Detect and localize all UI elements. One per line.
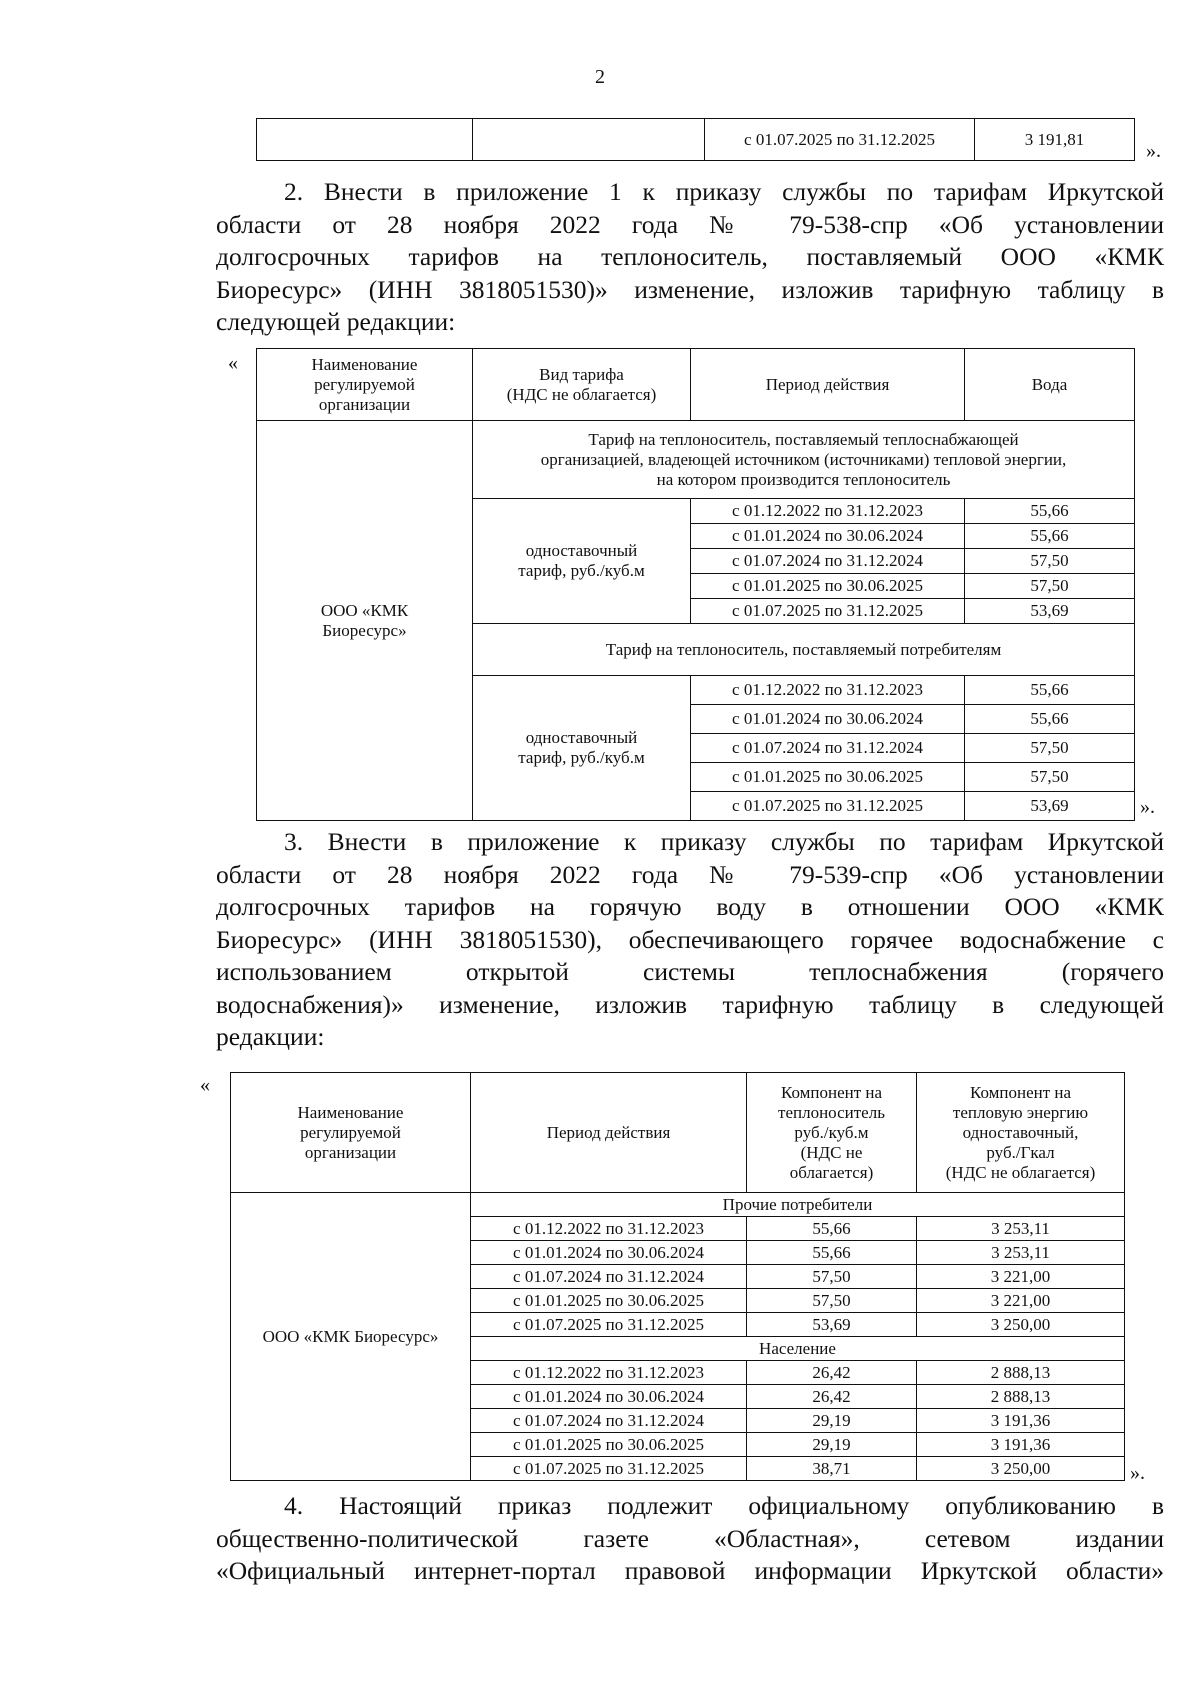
carrier-cell: 53,69 <box>747 1313 917 1337</box>
header-org: Наименование регулируемой организации <box>257 349 473 421</box>
paragraph-3 <box>216 826 1164 1054</box>
org-name-cell: ООО «КМК Биоресурс» <box>231 1193 471 1481</box>
energy-cell: 3 250,00 <box>917 1457 1125 1481</box>
group-heading: Население <box>471 1337 1125 1361</box>
period-cell: с 01.01.2025 по 30.06.2025 <box>471 1289 747 1313</box>
header-period: Период действия <box>471 1073 747 1193</box>
period-cell: с 01.07.2024 по 31.12.2024 <box>691 549 965 574</box>
value-cell: 55,66 <box>965 499 1135 524</box>
energy-cell: 3 221,00 <box>917 1265 1125 1289</box>
value-cell: 57,50 <box>965 734 1135 763</box>
paragraph-line: использованием открытой системы теплоснабжения (горячего <box>216 957 1164 986</box>
energy-cell: 2 888,13 <box>917 1385 1125 1409</box>
heat-carrier-tariff-table <box>256 348 1135 821</box>
carrier-cell: 57,50 <box>747 1265 917 1289</box>
value-cell: 57,50 <box>965 574 1135 599</box>
period-cell: с 01.01.2025 по 30.06.2025 <box>691 574 965 599</box>
paragraph-line: редакции: <box>216 1022 325 1051</box>
period-cell: с 01.12.2022 по 31.12.2023 <box>691 499 965 524</box>
paragraph-2 <box>216 176 1164 339</box>
page-number: 2 <box>595 66 605 88</box>
value-cell: 55,66 <box>965 524 1135 549</box>
carrier-cell: 26,42 <box>747 1361 917 1385</box>
carrier-cell: 57,50 <box>747 1289 917 1313</box>
energy-cell: 3 250,00 <box>917 1313 1125 1337</box>
header-heat-carrier: Компонент на теплоноситель руб./куб.м (НДС не облагается) <box>747 1073 917 1193</box>
period-cell: с 01.07.2025 по 31.12.2025 <box>691 792 965 821</box>
period-cell: с 01.01.2025 по 30.06.2025 <box>691 763 965 792</box>
carrier-cell: 26,42 <box>747 1385 917 1409</box>
energy-cell: 3 191,36 <box>917 1409 1125 1433</box>
carrier-cell: 55,66 <box>747 1241 917 1265</box>
period-cell: с 01.07.2024 по 31.12.2024 <box>691 734 965 763</box>
paragraph-line: Биоресурс» (ИНН 3818051530)» изменение, изложив тарифную таблицу в <box>216 274 1164 304</box>
org-name-cell: ООО «КМК Биоресурс» <box>257 421 473 821</box>
period-cell: с 01.12.2022 по 31.12.2023 <box>471 1217 747 1241</box>
period-cell: с 01.12.2022 по 31.12.2023 <box>691 676 965 705</box>
opening-quote: « <box>200 1074 210 1096</box>
paragraph-line: водоснабжения)» изменение, изложив тарифную таблицу в следующей <box>216 989 1164 1019</box>
table-header-row <box>257 349 1135 421</box>
energy-cell: 3 253,11 <box>917 1217 1125 1241</box>
empty-cell <box>473 119 705 161</box>
energy-cell: 3 253,11 <box>917 1241 1125 1265</box>
header-heat-energy: Компонент на тепловую энергию одноставочный, руб./Гкал (НДС не облагается) <box>917 1073 1125 1193</box>
period-cell: с 01.07.2024 по 31.12.2024 <box>471 1409 747 1433</box>
carrier-cell: 38,71 <box>747 1457 917 1481</box>
paragraph-line: 3. Внести в приложение к приказу службы по тарифам Иркутской <box>284 827 1164 856</box>
value-cell: 55,66 <box>965 676 1135 705</box>
hot-water-tariff-table <box>230 1072 1125 1481</box>
value-cell: 3 191,81 <box>975 119 1135 161</box>
table-header-row <box>231 1073 1125 1193</box>
period-cell: с 01.07.2025 по 31.12.2025 <box>691 599 965 624</box>
energy-cell: 2 888,13 <box>917 1361 1125 1385</box>
paragraph-line: области от 28 ноября 2022 года № 79-539-спр «Об установлении <box>216 859 1164 889</box>
section-heading: Тариф на теплоноситель, поставляемый теплоснабжающей организацией, владеющей источником (источниками) тепловой энергии, на котором производится теплоноситель <box>473 421 1135 499</box>
period-cell: с 01.12.2022 по 31.12.2023 <box>471 1361 747 1385</box>
header-water: Вода <box>965 349 1135 421</box>
header-tariff-type: Вид тарифа (НДС не облагается) <box>473 349 691 421</box>
paragraph-4 <box>216 1490 1164 1588</box>
closing-quote: ». <box>1130 1462 1145 1484</box>
tariff-label-cell: одноставочный тариф, руб./куб.м <box>473 499 691 624</box>
paragraph-line: области от 28 ноября 2022 года № 79-538-спр «Об установлении <box>216 209 1164 239</box>
group-heading: Прочие потребители <box>471 1193 1125 1217</box>
period-cell: с 01.01.2024 по 30.06.2024 <box>471 1385 747 1409</box>
carrier-cell: 55,66 <box>747 1217 917 1241</box>
empty-cell <box>257 119 473 161</box>
energy-cell: 3 221,00 <box>917 1289 1125 1313</box>
section-heading: Тариф на теплоноситель, поставляемый потребителям <box>473 624 1135 676</box>
value-cell: 53,69 <box>965 599 1135 624</box>
header-period: Период действия <box>691 349 965 421</box>
period-cell: с 01.07.2025 по 31.12.2025 <box>705 119 975 161</box>
tariff-label-cell: одноставочный тариф, руб./куб.м <box>473 676 691 821</box>
period-cell: с 01.01.2025 по 30.06.2025 <box>471 1433 747 1457</box>
carrier-cell: 29,19 <box>747 1409 917 1433</box>
carrier-cell: 29,19 <box>747 1433 917 1457</box>
tariff-table-continuation <box>256 118 1135 161</box>
value-cell: 55,66 <box>965 705 1135 734</box>
paragraph-line: общественно-политической газете «Областная», сетевом издании <box>216 1523 1164 1553</box>
paragraph-line: долгосрочных тарифов на горячую воду в отношении ООО «КМК <box>216 892 1164 921</box>
header-org: Наименование регулируемой организации <box>231 1073 471 1193</box>
period-cell: с 01.07.2024 по 31.12.2024 <box>471 1265 747 1289</box>
closing-quote: ». <box>1140 796 1155 818</box>
paragraph-line: Биоресурс» (ИНН 3818051530), обеспечивающего горячее водоснабжение с <box>216 924 1164 954</box>
table-row <box>257 119 1135 161</box>
group-row <box>231 1193 1125 1217</box>
closing-quote: ». <box>1146 140 1161 162</box>
period-cell: с 01.01.2024 по 30.06.2024 <box>691 705 965 734</box>
period-cell: с 01.01.2024 по 30.06.2024 <box>471 1241 747 1265</box>
period-cell: с 01.01.2024 по 30.06.2024 <box>691 524 965 549</box>
paragraph-line: 4. Настоящий приказ подлежит официальному опубликованию в <box>284 1491 1164 1520</box>
paragraph-line: 2. Внести в приложение 1 к приказу службы по тарифам Иркутской <box>284 177 1164 206</box>
paragraph-line: долгосрочных тарифов на теплоноситель, поставляемый ООО «КМК <box>216 242 1164 271</box>
opening-quote: « <box>228 352 238 374</box>
energy-cell: 3 191,36 <box>917 1433 1125 1457</box>
value-cell: 57,50 <box>965 763 1135 792</box>
period-cell: с 01.07.2025 по 31.12.2025 <box>471 1313 747 1337</box>
value-cell: 53,69 <box>965 792 1135 821</box>
period-cell: с 01.07.2025 по 31.12.2025 <box>471 1457 747 1481</box>
value-cell: 57,50 <box>965 549 1135 574</box>
section-row <box>257 421 1135 499</box>
paragraph-line: «Официальный интернет-портал правовой информации Иркутской области» <box>216 1556 1164 1585</box>
paragraph-line: следующей редакции: <box>216 307 456 336</box>
